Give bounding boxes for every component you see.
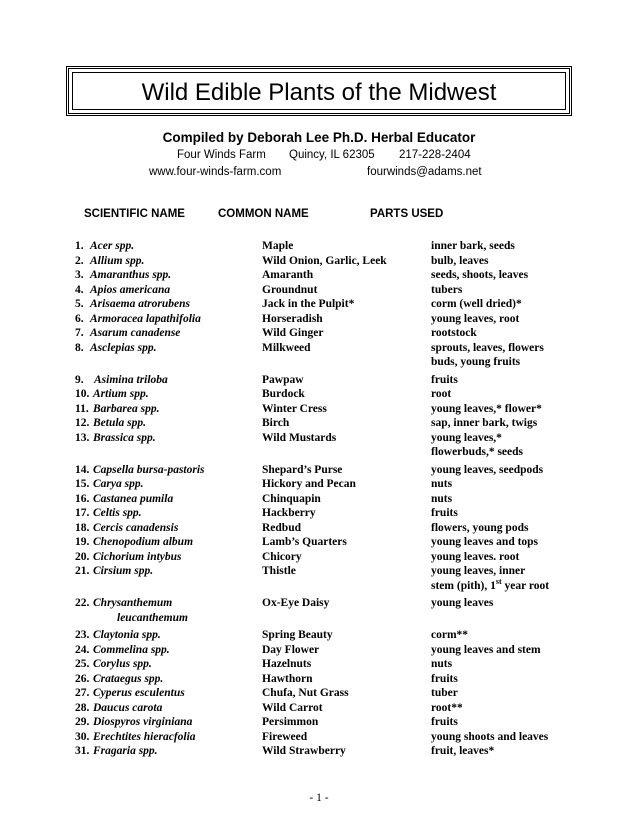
- table-row: [0, 312, 638, 327]
- row-number: 29.: [75, 716, 90, 728]
- common-name: Hickory and Pecan: [262, 478, 356, 490]
- parts-used: tuber: [431, 687, 458, 699]
- parts-used: root: [431, 388, 452, 400]
- scientific-name: Brassica spp.: [93, 431, 156, 444]
- row-number: 22.: [75, 597, 90, 609]
- common-name: Winter Cress: [262, 402, 327, 415]
- common-name: Burdock: [262, 388, 305, 400]
- parts-used: bulb, leaves: [431, 254, 489, 267]
- scientific-name: Diospyros virginiana: [93, 716, 193, 728]
- row-number: 20.: [75, 550, 90, 563]
- row-number: 27.: [75, 687, 90, 699]
- farm-phone: 217-228-2404: [399, 149, 471, 161]
- common-name: Jack in the Pulpit*: [262, 298, 355, 310]
- table-row: [0, 431, 638, 446]
- table-row: [0, 445, 638, 460]
- row-number: 21.: [75, 565, 90, 577]
- common-name: Spring Beauty: [262, 629, 333, 641]
- parts-used: seeds, shoots, leaves: [431, 269, 529, 281]
- page-number: - 1 -: [309, 792, 329, 804]
- common-name: Wild Strawberry: [262, 745, 346, 757]
- row-number: 25.: [75, 658, 90, 670]
- table-row: [0, 686, 638, 701]
- scientific-name: Castanea pumila: [93, 492, 174, 505]
- scientific-name: Amaranthus spp.: [90, 269, 172, 281]
- scientific-name: Celtis spp.: [93, 507, 142, 519]
- row-number: 15.: [75, 478, 90, 490]
- table-row: [0, 373, 638, 388]
- parts-used: young leaves,*: [431, 431, 502, 444]
- table-row: [0, 701, 638, 716]
- table-row: [0, 506, 638, 521]
- common-name: Horseradish: [262, 312, 323, 325]
- parts-used: nuts: [431, 492, 453, 505]
- email: fourwinds@adams.net: [367, 166, 482, 178]
- row-number: 16.: [75, 492, 90, 505]
- scientific-name: leucanthemum: [117, 611, 188, 624]
- page-title: Wild Edible Plants of the Midwest: [141, 79, 497, 106]
- table-row: [0, 521, 638, 536]
- row-number: 14.: [75, 463, 90, 476]
- website: www.four-winds-farm.com: [149, 166, 282, 178]
- row-number: 6.: [75, 312, 84, 325]
- parts-used: stem (pith), 1st year root: [431, 576, 550, 592]
- common-name: Pawpaw: [262, 373, 304, 386]
- scientific-name: Artium spp.: [93, 388, 149, 400]
- table-row: [0, 730, 638, 745]
- common-name: Day Flower: [262, 643, 320, 656]
- table-row: [0, 643, 638, 658]
- parts-used: tubers: [431, 283, 463, 296]
- scientific-name: Fragaria spp.: [93, 745, 158, 757]
- parts-used: fruit, leaves*: [431, 745, 495, 757]
- common-name: Chinquapin: [262, 492, 321, 505]
- common-name: Wild Ginger: [262, 327, 324, 339]
- table-row: [0, 239, 638, 254]
- common-name: Persimmon: [262, 716, 319, 728]
- compiled-by: Compiled by Deborah Lee Ph.D. Herbal Educator: [162, 130, 476, 145]
- row-number: 23.: [75, 629, 90, 641]
- table-row: [0, 564, 638, 579]
- common-name: Wild Onion, Garlic, Leek: [262, 254, 387, 267]
- scientific-name: Arisaema atrorubens: [90, 298, 191, 310]
- table-row: [0, 672, 638, 687]
- title-box: [66, 66, 572, 116]
- common-name: Hackberry: [262, 507, 316, 519]
- scientific-name: Asimina triloba: [94, 373, 168, 386]
- parts-used: flowers, young pods: [431, 521, 529, 534]
- row-number: 13.: [75, 431, 90, 444]
- table-row: [0, 387, 638, 402]
- row-number: 4.: [75, 283, 84, 296]
- common-name: Birch: [262, 417, 290, 429]
- parts-used: rootstock: [431, 327, 477, 339]
- table-row: [0, 268, 638, 283]
- parts-used: young leaves, root: [431, 312, 520, 325]
- header-scientific: SCIENTIFIC NAME: [84, 208, 185, 220]
- scientific-name: Cirsium spp.: [93, 565, 154, 577]
- parts-used: fruits: [431, 716, 458, 728]
- scientific-name: Erechtites hieracfolia: [93, 730, 196, 743]
- table-row: [0, 402, 638, 417]
- plant-table: [0, 239, 638, 759]
- parts-used: flowerbuds,* seeds: [431, 446, 524, 458]
- parts-used: buds, young fruits: [431, 356, 521, 368]
- common-name: Lamb’s Quarters: [262, 536, 347, 548]
- table-row: [0, 715, 638, 730]
- row-number: 2.: [75, 254, 84, 267]
- scientific-name: Chenopodium album: [93, 536, 194, 548]
- row-number: 3.: [75, 269, 84, 281]
- header-common: COMMON NAME: [218, 208, 309, 220]
- farm-city: Quincy, IL 62305: [289, 149, 375, 161]
- common-name: Chicory: [262, 550, 302, 563]
- parts-used: young leaves, seedpods: [431, 463, 544, 476]
- common-name: Hawthorn: [262, 672, 313, 685]
- scientific-name: Acer spp.: [90, 240, 135, 252]
- table-row: [0, 463, 638, 478]
- row-number: 7.: [75, 327, 84, 339]
- parts-used: sap, inner bark, twigs: [431, 417, 538, 429]
- row-number: 8.: [75, 341, 84, 354]
- table-row: [0, 283, 638, 298]
- parts-used: young shoots and leaves: [431, 730, 549, 743]
- common-name: Thistle: [262, 565, 296, 577]
- common-name: Amaranth: [262, 269, 314, 281]
- table-row: [0, 535, 638, 550]
- row-number: 30.: [75, 730, 90, 743]
- table-row: [0, 628, 638, 643]
- row-number: 28.: [75, 701, 90, 714]
- row-number: 24.: [75, 643, 90, 656]
- table-row: [0, 254, 638, 269]
- common-name: Fireweed: [262, 730, 308, 743]
- parts-used: sprouts, leaves, flowers: [431, 341, 544, 354]
- common-name: Maple: [262, 240, 294, 252]
- parts-used: young leaves,* flower*: [431, 402, 542, 415]
- scientific-name: Cercis canadensis: [93, 521, 179, 534]
- scientific-name: Apios americana: [90, 283, 171, 296]
- parts-used: corm**: [431, 629, 469, 641]
- scientific-name: Chrysanthemum: [93, 597, 173, 609]
- scientific-name: Crataegus spp.: [93, 672, 164, 685]
- table-row: [0, 611, 638, 626]
- row-number: 19.: [75, 536, 90, 548]
- parts-used: nuts: [431, 478, 453, 490]
- parts-used: corm (well dried)*: [431, 298, 522, 310]
- parts-used: fruits: [431, 507, 458, 519]
- table-row: [0, 576, 638, 594]
- common-name: Ox-Eye Daisy: [262, 597, 330, 609]
- common-name: Wild Mustards: [262, 431, 337, 444]
- row-number: 1.: [75, 240, 84, 252]
- row-number: 11.: [75, 402, 89, 415]
- common-name: Wild Carrot: [262, 701, 323, 714]
- table-row: [0, 550, 638, 565]
- scientific-name: Commelina spp.: [93, 643, 170, 656]
- common-name: Groundnut: [262, 283, 318, 296]
- table-row: [0, 416, 638, 431]
- scientific-name: Cyperus esculentus: [93, 687, 185, 699]
- scientific-name: Cichorium intybus: [93, 550, 182, 563]
- scientific-name: Daucus carota: [93, 701, 163, 714]
- table-row: [0, 657, 638, 672]
- row-number: 9.: [75, 373, 84, 386]
- parts-used: inner bark, seeds: [431, 240, 515, 252]
- parts-used: fruits: [431, 672, 458, 685]
- farm-name: Four Winds Farm: [177, 149, 266, 161]
- table-row: [0, 355, 638, 370]
- common-name: Shepard’s Purse: [262, 463, 343, 476]
- table-row: [0, 596, 638, 611]
- parts-used: young leaves. root: [431, 550, 520, 563]
- scientific-name: Allium spp.: [90, 254, 145, 267]
- scientific-name: Armoracea lapathifolia: [90, 312, 201, 325]
- scientific-name: Asarum canadense: [90, 327, 181, 339]
- common-name: Chufa, Nut Grass: [262, 687, 349, 699]
- table-row: [0, 326, 638, 341]
- parts-used: root**: [431, 701, 463, 714]
- parts-used: young leaves, inner: [431, 565, 526, 577]
- row-number: 26.: [75, 672, 90, 685]
- parts-used: fruits: [431, 373, 458, 386]
- parts-used: young leaves and tops: [431, 536, 539, 548]
- scientific-name: Betula spp.: [93, 417, 147, 429]
- table-row: [0, 477, 638, 492]
- row-number: 18.: [75, 521, 90, 534]
- scientific-name: Asclepias spp.: [90, 341, 157, 354]
- scientific-name: Corylus spp.: [93, 658, 152, 670]
- row-number: 12.: [75, 417, 90, 429]
- table-row: [0, 492, 638, 507]
- row-number: 5.: [75, 298, 84, 310]
- row-number: 10.: [75, 388, 90, 400]
- table-row: [0, 341, 638, 356]
- common-name: Milkweed: [262, 341, 311, 354]
- table-row: [0, 744, 638, 759]
- common-name: Hazelnuts: [262, 658, 312, 670]
- scientific-name: Carya spp.: [93, 478, 144, 490]
- row-number: 31.: [75, 745, 90, 757]
- scientific-name: Barbarea spp.: [93, 402, 160, 415]
- common-name: Redbud: [262, 521, 301, 534]
- parts-used: young leaves: [431, 597, 494, 609]
- scientific-name: Capsella bursa-pastoris: [93, 463, 205, 476]
- table-row: [0, 297, 638, 312]
- header-parts: PARTS USED: [370, 208, 444, 220]
- row-number: 17.: [75, 507, 90, 519]
- parts-used: young leaves and stem: [431, 643, 541, 656]
- parts-used: nuts: [431, 658, 453, 670]
- scientific-name: Claytonia spp.: [93, 629, 161, 641]
